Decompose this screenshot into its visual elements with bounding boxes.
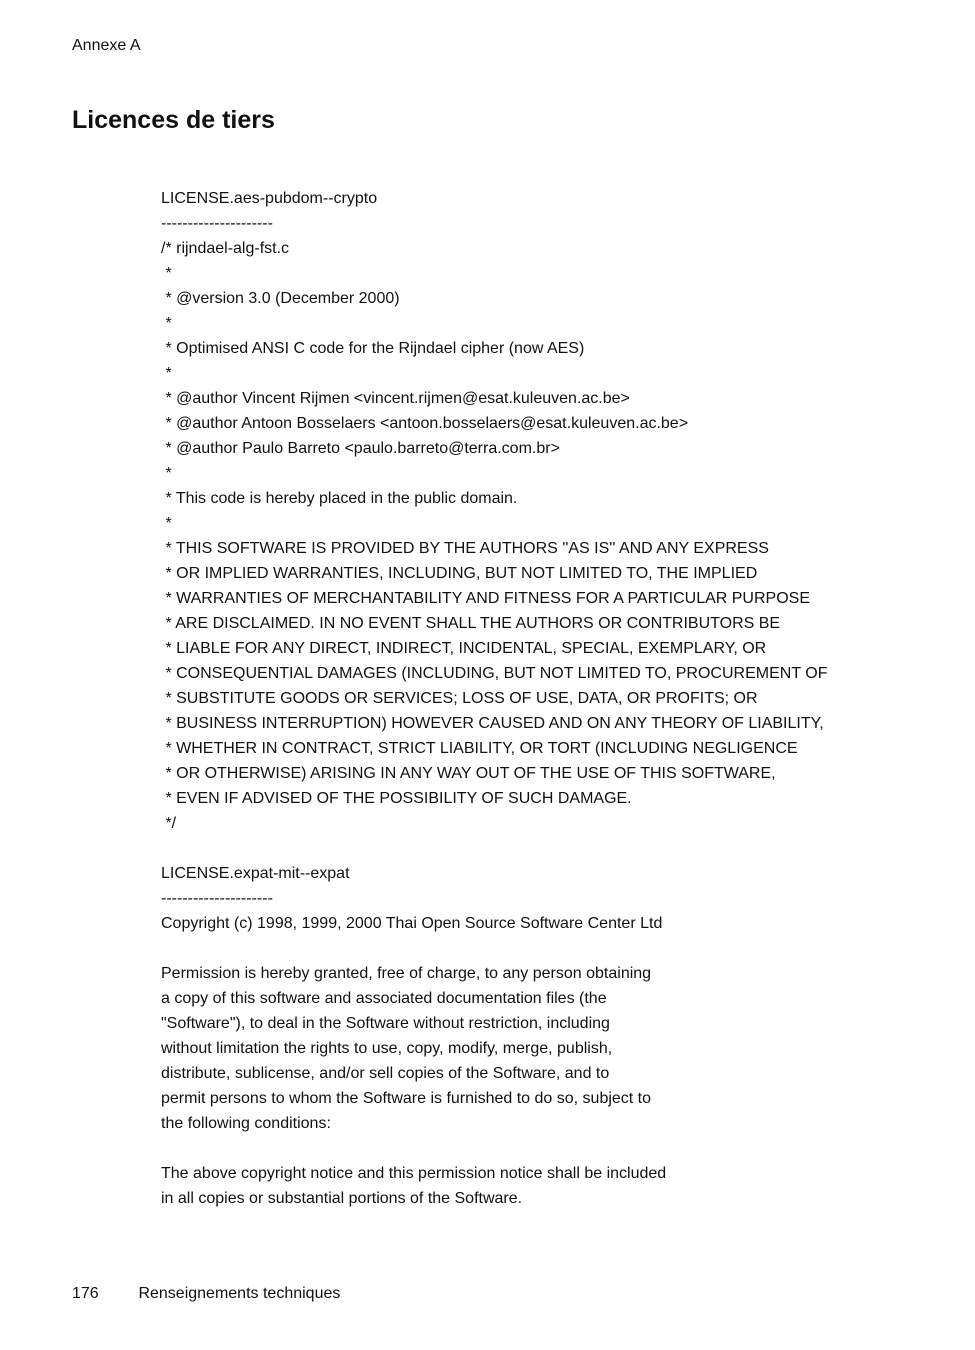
license-text-line: * This code is hereby placed in the public domain. — [161, 490, 518, 507]
page-title: Licences de tiers — [72, 106, 275, 134]
license-text-line — [161, 936, 941, 961]
license-text-line: * — [161, 265, 172, 282]
license-text-block — [161, 186, 941, 1211]
license-text-line: * @author Antoon Bosselaers <antoon.bosselaers@esat.kuleuven.ac.be> — [161, 415, 689, 432]
running-header: Annexe A — [72, 37, 141, 54]
license-text-line: * WARRANTIES OF MERCHANTABILITY AND FITNESS FOR A PARTICULAR PURPOSE — [161, 590, 810, 607]
footer-section-title: Renseignements techniques — [138, 1285, 341, 1302]
license-text-line: * SUBSTITUTE GOODS OR SERVICES; LOSS OF USE, DATA, OR PROFITS; OR — [161, 690, 758, 707]
page-number: 176 — [72, 1285, 99, 1302]
license-text-line: LICENSE.expat-mit--expat — [161, 865, 350, 882]
license-text-line: LICENSE.aes-pubdom--crypto — [161, 190, 378, 207]
license-text-line: * — [161, 515, 172, 532]
license-text-line: * WHETHER IN CONTRACT, STRICT LIABILITY, OR TORT (INCLUDING NEGLIGENCE — [161, 740, 798, 757]
license-text-line: --------------------- — [161, 215, 273, 232]
license-text-line: without limitation the rights to use, copy, modify, merge, publish, — [161, 1040, 613, 1057]
license-text-line: * LIABLE FOR ANY DIRECT, INDIRECT, INCIDENTAL, SPECIAL, EXEMPLARY, OR — [161, 640, 767, 657]
license-text-line: * — [161, 465, 172, 482]
license-text-line: the following conditions: — [161, 1115, 331, 1132]
license-text-line: --------------------- — [161, 890, 273, 907]
license-text-line: distribute, sublicense, and/or sell copies of the Software, and to — [161, 1065, 610, 1082]
license-text-line: * CONSEQUENTIAL DAMAGES (INCLUDING, BUT NOT LIMITED TO, PROCUREMENT OF — [161, 665, 828, 682]
license-text-line: * OR IMPLIED WARRANTIES, INCLUDING, BUT NOT LIMITED TO, THE IMPLIED — [161, 565, 758, 582]
license-text-line: * @author Paulo Barreto <paulo.barreto@terra.com.br> — [161, 440, 560, 457]
license-text-line: Copyright (c) 1998, 1999, 2000 Thai Open Source Software Center Ltd — [161, 915, 663, 932]
license-text-line: * — [161, 365, 172, 382]
license-text-line: permit persons to whom the Software is furnished to do so, subject to — [161, 1090, 652, 1107]
license-text-line: * Optimised ANSI C code for the Rijndael cipher (now AES) — [161, 340, 585, 357]
license-text-line: * — [161, 315, 172, 332]
page-footer — [72, 1284, 340, 1304]
license-text-line: * THIS SOFTWARE IS PROVIDED BY THE AUTHORS ''AS IS'' AND ANY EXPRESS — [161, 540, 769, 557]
license-text-line: * BUSINESS INTERRUPTION) HOWEVER CAUSED AND ON ANY THEORY OF LIABILITY, — [161, 715, 824, 732]
license-text-line: a copy of this software and associated documentation files (the — [161, 990, 607, 1007]
license-text-line: in all copies or substantial portions of the Software. — [161, 1190, 523, 1207]
license-text-line: The above copyright notice and this permission notice shall be included — [161, 1165, 667, 1182]
license-text-line: Permission is hereby granted, free of charge, to any person obtaining — [161, 965, 652, 982]
license-text-line: * ARE DISCLAIMED. IN NO EVENT SHALL THE AUTHORS OR CONTRIBUTORS BE — [161, 615, 781, 632]
license-text-line — [161, 1136, 941, 1161]
license-text-line: * @author Vincent Rijmen <vincent.rijmen@esat.kuleuven.ac.be> — [161, 390, 630, 407]
license-text-line: /* rijndael-alg-fst.c — [161, 240, 290, 257]
license-text-line: */ — [161, 815, 177, 832]
license-text-line: "Software"), to deal in the Software without restriction, including — [161, 1015, 610, 1032]
license-text-line — [161, 836, 941, 861]
license-text-line: * OR OTHERWISE) ARISING IN ANY WAY OUT OF THE USE OF THIS SOFTWARE, — [161, 765, 776, 782]
license-text-line: * @version 3.0 (December 2000) — [161, 290, 400, 307]
license-text-line: * EVEN IF ADVISED OF THE POSSIBILITY OF SUCH DAMAGE. — [161, 790, 632, 807]
